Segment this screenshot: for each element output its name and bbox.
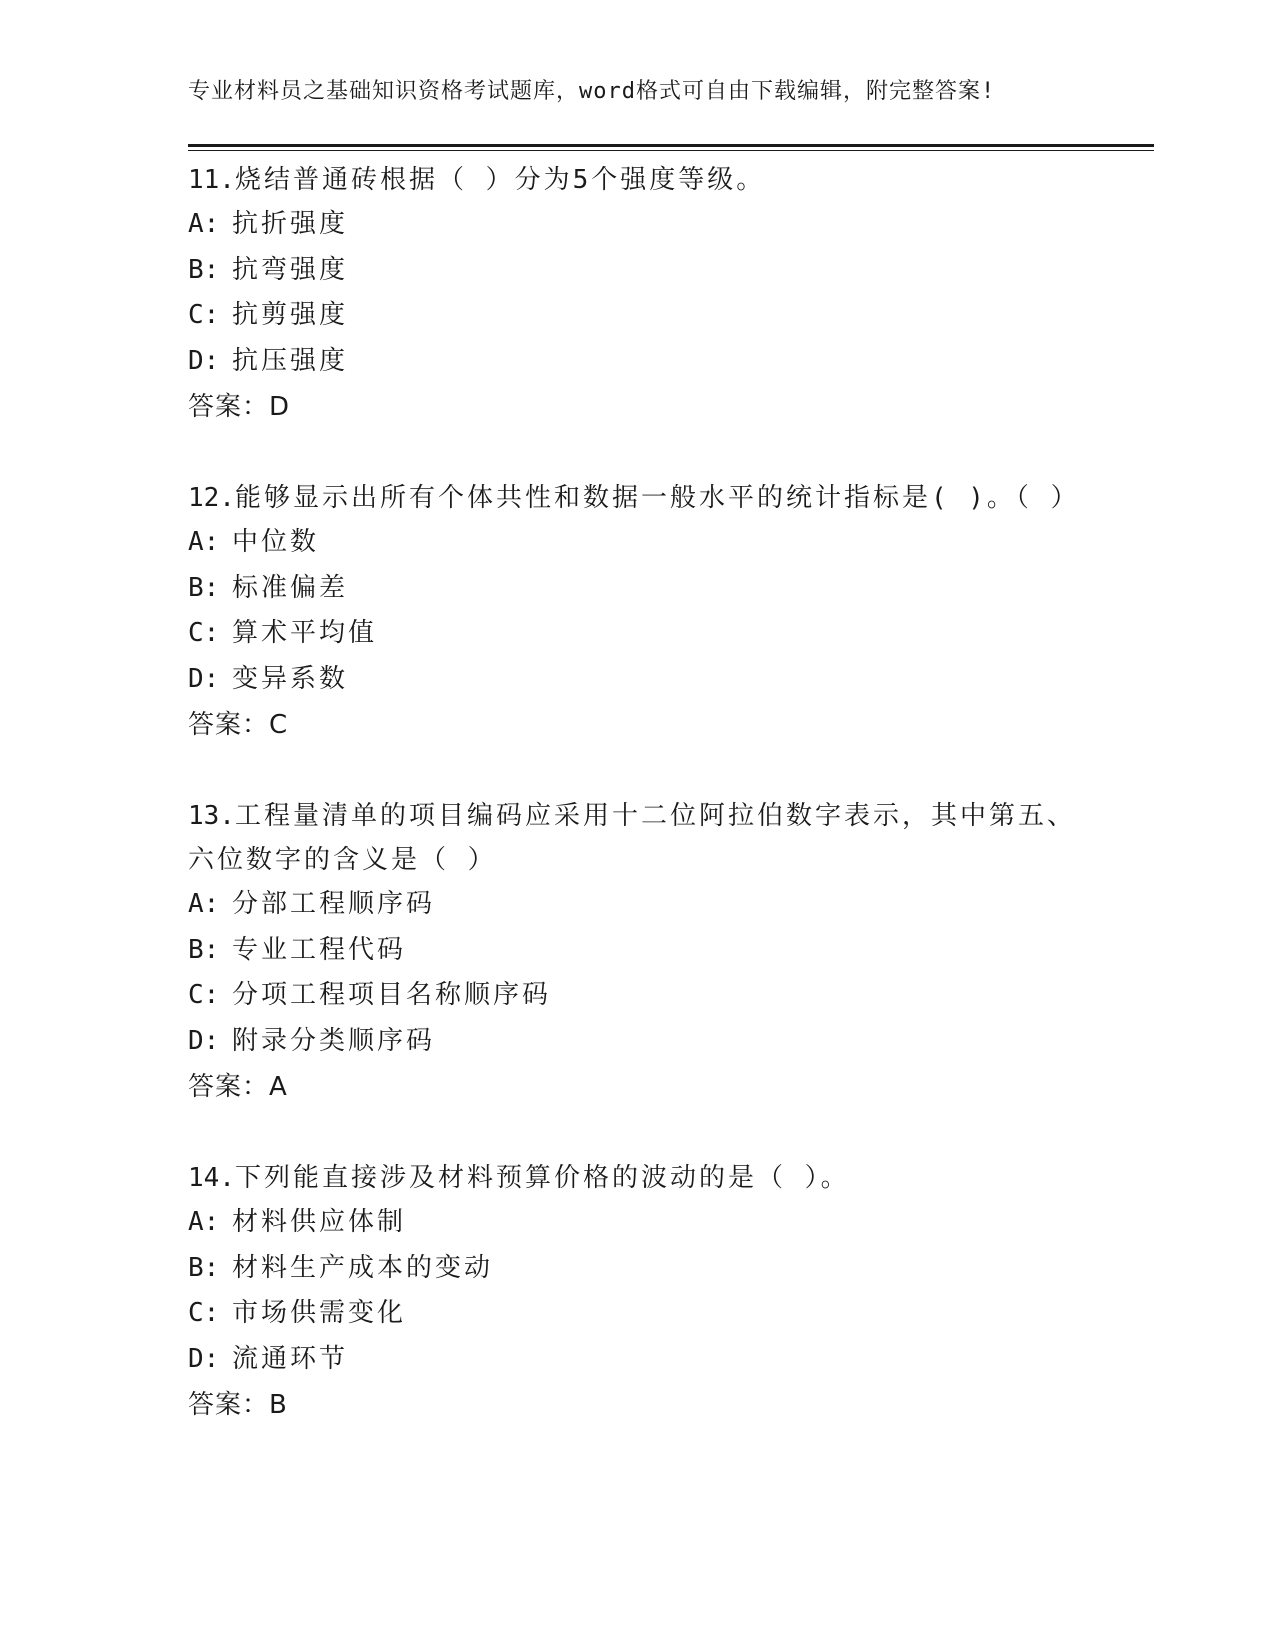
option-text: 变异系数 — [232, 663, 349, 694]
option-d — [188, 1337, 1088, 1383]
question-number: 11. — [188, 165, 235, 195]
option-letter: B: — [188, 1252, 220, 1283]
question-stem: 烧结普通砖根据（ ）分为5个强度等级。 — [234, 165, 766, 195]
option-letter: B: — [188, 572, 220, 603]
option-text: 抗折强度 — [232, 209, 349, 239]
option-a — [188, 202, 1088, 248]
option-letter: A: — [188, 889, 220, 919]
option-letter: C: — [188, 618, 220, 648]
question-number: 12. — [188, 483, 235, 513]
option-b — [188, 566, 1088, 612]
option-letter: D: — [188, 345, 220, 376]
option-b — [188, 928, 1088, 974]
option-letter: A: — [188, 527, 220, 557]
option-text: 抗弯强度 — [232, 254, 349, 285]
option-text: 分部工程顺序码 — [232, 889, 436, 919]
option-a — [188, 1200, 1088, 1246]
option-a — [188, 882, 1088, 928]
option-b — [188, 248, 1088, 294]
answer-line: 答案：A — [188, 1072, 288, 1102]
answer-line: 答案：C — [188, 710, 289, 740]
option-d — [188, 1019, 1088, 1065]
question-13 — [188, 794, 1088, 1110]
question-text — [188, 158, 1088, 202]
option-text: 抗压强度 — [232, 345, 349, 376]
option-c — [188, 973, 1088, 1019]
option-letter: C: — [188, 980, 220, 1010]
question-stem: 能够显示出所有个体共性和数据一般水平的统计指标是( )。（ ） — [234, 483, 1080, 513]
question-list — [188, 158, 1088, 1474]
option-letter: C: — [188, 300, 220, 330]
option-text: 标准偏差 — [232, 572, 349, 603]
document-header: 专业材料员之基础知识资格考试题库，word格式可自由下载编辑，附完整答案! — [188, 79, 996, 104]
option-text: 中位数 — [232, 527, 320, 557]
option-text: 流通环节 — [232, 1343, 349, 1374]
option-letter: C: — [188, 1298, 220, 1328]
question-text — [188, 794, 1088, 882]
question-11 — [188, 158, 1088, 430]
question-stem: 工程量清单的项目编码应采用十二位阿拉伯数字表示，其中第五、六位数字的含义是（ ） — [188, 801, 1076, 875]
option-a — [188, 520, 1088, 566]
question-text — [188, 1156, 1088, 1200]
option-letter: D: — [188, 663, 220, 694]
option-text: 专业工程代码 — [232, 934, 407, 965]
option-letter: B: — [188, 934, 220, 965]
question-number: 13. — [188, 801, 235, 831]
header-rule-thick — [188, 144, 1154, 147]
question-number: 14. — [188, 1163, 235, 1193]
option-letter: B: — [188, 254, 220, 285]
option-letter: A: — [188, 1207, 220, 1237]
option-text: 市场供需变化 — [232, 1298, 407, 1328]
question-text — [188, 476, 1088, 520]
question-14 — [188, 1156, 1088, 1428]
option-text: 材料生产成本的变动 — [232, 1252, 494, 1283]
option-letter: A: — [188, 209, 220, 239]
header-rule-thin — [188, 150, 1154, 151]
option-letter: D: — [188, 1025, 220, 1056]
option-b — [188, 1246, 1088, 1292]
option-text: 分项工程项目名称顺序码 — [232, 980, 552, 1010]
option-c — [188, 1291, 1088, 1337]
question-12 — [188, 476, 1088, 748]
option-text: 算术平均值 — [232, 618, 378, 648]
option-text: 抗剪强度 — [232, 300, 349, 330]
answer-line: 答案：D — [188, 392, 291, 422]
option-d — [188, 657, 1088, 703]
option-text: 材料供应体制 — [232, 1207, 407, 1237]
option-letter: D: — [188, 1343, 220, 1374]
option-c — [188, 293, 1088, 339]
option-d — [188, 339, 1088, 385]
option-text: 附录分类顺序码 — [232, 1025, 436, 1056]
question-stem: 下列能直接涉及材料预算价格的波动的是（ ）。 — [234, 1163, 850, 1193]
answer-line: 答案：B — [188, 1390, 288, 1420]
option-c — [188, 611, 1088, 657]
